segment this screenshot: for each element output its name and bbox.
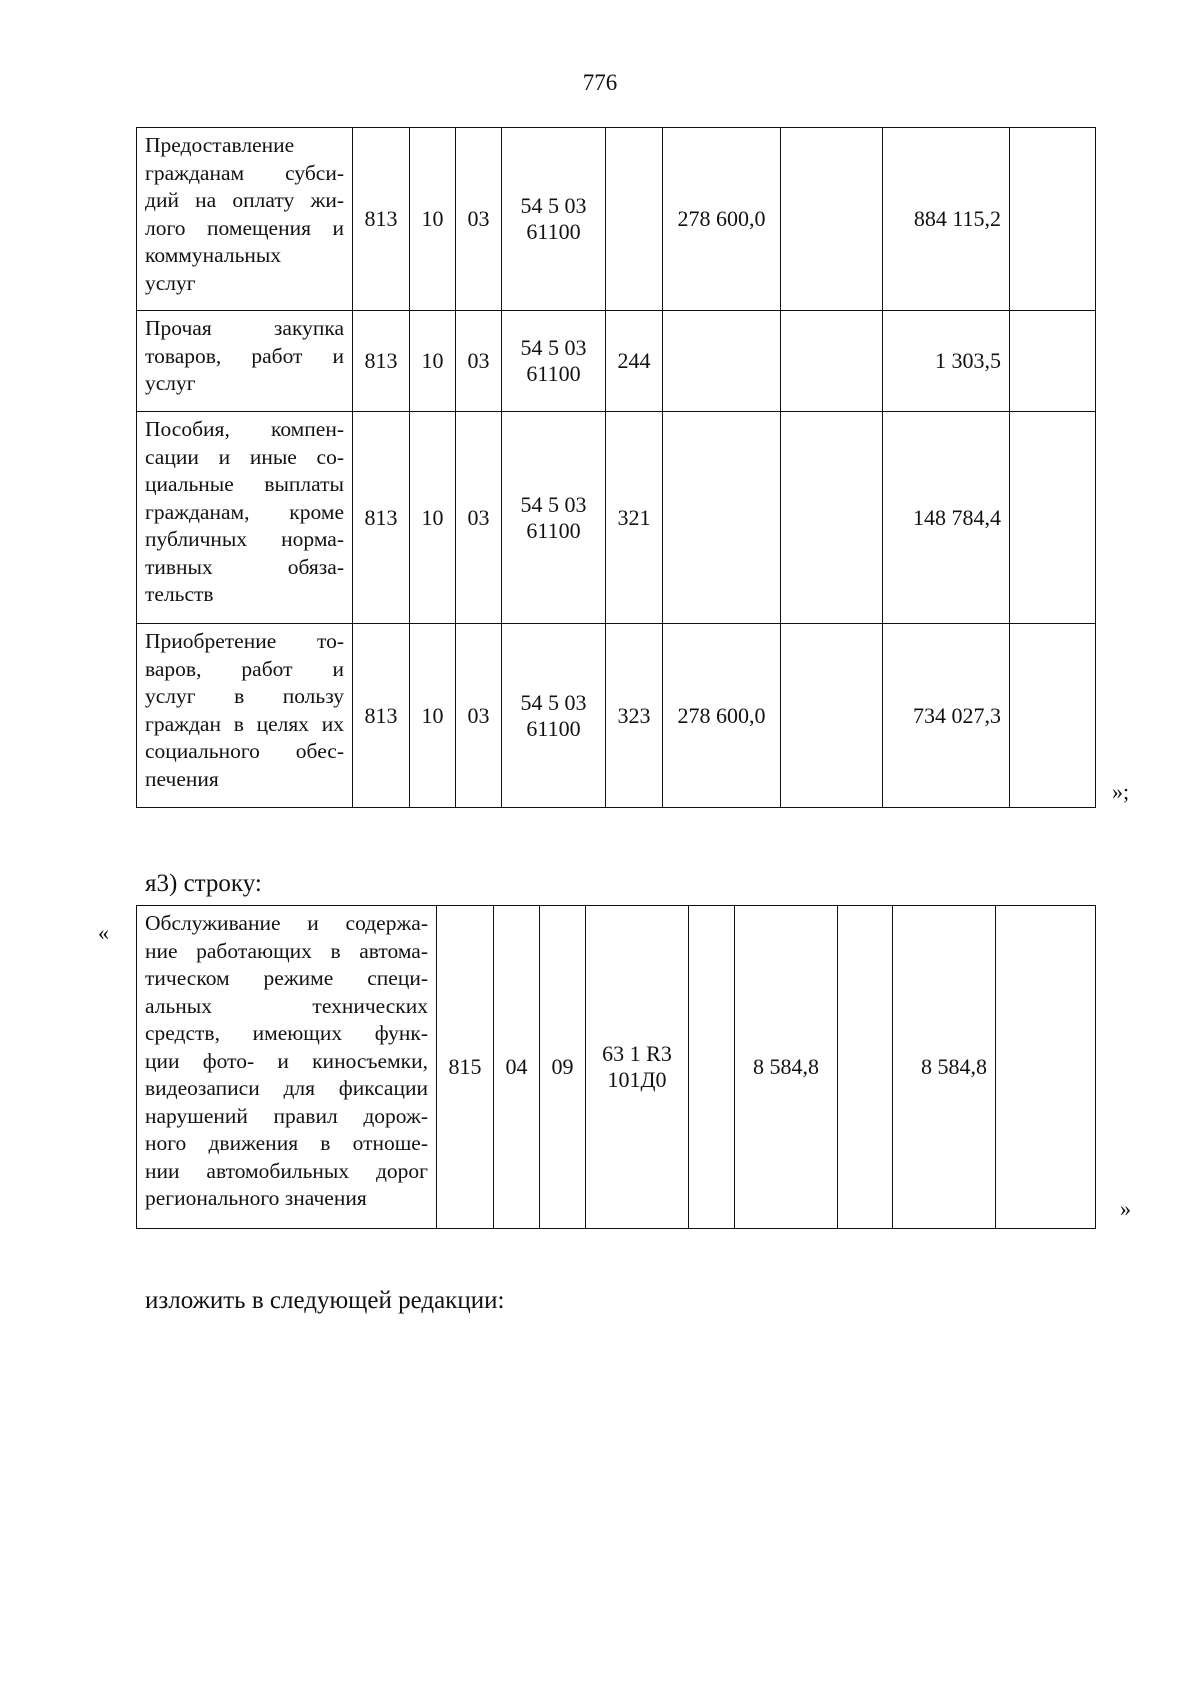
subsection-code-cell: 03 — [456, 311, 502, 412]
paragraph-row-label: я3) строку: — [145, 870, 262, 897]
description-line: нарушений правил дорож- — [145, 1103, 428, 1128]
target-article-line-2: 61100 — [526, 517, 581, 543]
description-line: видеозаписи для фиксации — [145, 1076, 428, 1100]
description-line: ного движения в отноше- — [145, 1131, 428, 1155]
table-row — [137, 412, 1096, 624]
expense-type-cell: 244 — [606, 311, 663, 412]
description-line: нии автомобильных дорог — [145, 1158, 428, 1183]
admin-code-cell: 813 — [353, 624, 410, 808]
admin-code-cell: 813 — [353, 311, 410, 412]
admin-code-cell: 813 — [353, 128, 410, 311]
description-line: тельств — [145, 582, 214, 606]
target-article-line-1: 54 5 03 — [520, 491, 587, 517]
description-line: Предоставление — [145, 133, 295, 157]
row-description — [137, 311, 353, 412]
description-line: услуг — [145, 270, 196, 295]
subsection-code-cell: 03 — [456, 624, 502, 808]
description-line: гражданам субси- — [145, 160, 344, 185]
row-description — [137, 906, 437, 1229]
amount-cell-4 — [1010, 128, 1096, 311]
budget-table-1 — [136, 127, 1096, 808]
description-line: регионального значения — [145, 1186, 367, 1210]
expense-type-cell: 323 — [606, 624, 663, 808]
target-article-cell — [502, 311, 606, 412]
target-article-cell — [586, 906, 689, 1229]
target-article-line-1: 63 1 R3 — [602, 1041, 672, 1066]
amount-cell-2 — [781, 624, 883, 808]
description-line: публичных норма- — [145, 527, 344, 551]
amount-cell-4 — [996, 906, 1096, 1229]
target-article-cell — [502, 128, 606, 311]
amount-cell-1: 278 600,0 — [663, 128, 781, 311]
description-line: варов, работ и — [145, 656, 344, 681]
subsection-code-cell: 03 — [456, 412, 502, 624]
description-line: Обслуживание и содержа- — [145, 911, 428, 935]
description-line: печения — [145, 766, 219, 791]
amount-cell-1: 278 600,0 — [663, 624, 781, 808]
description-line: сации и иные со- — [145, 444, 344, 469]
amount-cell-3: 8 584,8 — [893, 906, 996, 1229]
row-description — [137, 412, 353, 624]
description-line: социального обес- — [145, 739, 344, 763]
target-article-cell — [502, 624, 606, 808]
description-line: товаров, работ и — [145, 343, 344, 368]
target-article-line-2: 61100 — [526, 361, 581, 386]
target-article-line-1: 54 5 03 — [520, 689, 587, 715]
amount-cell-1: 8 584,8 — [735, 906, 838, 1229]
description-line: циальные выплаты — [145, 472, 344, 496]
table-row — [137, 624, 1096, 808]
row-description — [137, 128, 353, 311]
amount-cell-3: 884 115,2 — [883, 128, 1010, 311]
amount-cell-1 — [663, 311, 781, 412]
target-article-line-1: 54 5 03 — [520, 193, 587, 218]
amount-cell-4 — [1010, 624, 1096, 808]
description-line: тивных обяза- — [145, 554, 344, 579]
amount-cell-3: 148 784,4 — [883, 412, 1010, 624]
amount-cell-1 — [663, 412, 781, 624]
description-line: гражданам, кроме — [145, 499, 344, 524]
row-description — [137, 624, 353, 808]
description-line: Прочая закупка — [145, 316, 344, 340]
description-line: услуг в пользу — [145, 684, 344, 708]
target-article-line-1: 54 5 03 — [520, 335, 587, 360]
section-code-cell: 04 — [494, 906, 540, 1229]
subsection-code-cell: 09 — [540, 906, 586, 1229]
budget-table-2-body — [137, 906, 1096, 1229]
section-code-cell: 10 — [410, 311, 456, 412]
amount-cell-2 — [781, 311, 883, 412]
description-line: лого помещения и — [145, 215, 344, 240]
target-article-line-2: 61100 — [526, 219, 581, 244]
description-line: Пособия, компен- — [145, 417, 344, 441]
admin-code-cell: 815 — [437, 906, 494, 1229]
page-number: 776 — [582, 70, 618, 95]
description-line: средств, имеющих функ- — [145, 1021, 428, 1045]
description-line: тическом режиме специ- — [145, 966, 428, 990]
amount-cell-3: 734 027,3 — [883, 624, 1010, 808]
description-line: ции фото- и киносъемки, — [145, 1048, 428, 1073]
description-line: дий на оплату жи- — [145, 188, 344, 212]
amount-cell-2 — [838, 906, 893, 1229]
expense-type-cell — [689, 906, 735, 1229]
table-row — [137, 311, 1096, 412]
section-code-cell: 10 — [410, 412, 456, 624]
closing-quote-2: » — [1120, 1196, 1131, 1221]
description-line: Приобретение то- — [145, 629, 344, 653]
amount-cell-4 — [1010, 311, 1096, 412]
amount-cell-3: 1 303,5 — [883, 311, 1010, 412]
paragraph-edit-instruction: изложить в следующей редакции: — [145, 1287, 505, 1314]
budget-table-1-body — [137, 128, 1096, 808]
description-line: коммунальных — [145, 243, 282, 267]
target-article-cell — [502, 412, 606, 624]
section-code-cell: 10 — [410, 624, 456, 808]
subsection-code-cell: 03 — [456, 128, 502, 311]
amount-cell-2 — [781, 412, 883, 624]
opening-quote-2: « — [98, 920, 109, 945]
section-code-cell: 10 — [410, 128, 456, 311]
target-article-line-2: 101Д0 — [607, 1067, 667, 1092]
target-article-line-2: 61100 — [526, 715, 581, 741]
admin-code-cell: 813 — [353, 412, 410, 624]
description-line: граждан в целях их — [145, 711, 344, 736]
expense-type-cell: 321 — [606, 412, 663, 624]
expense-type-cell — [606, 128, 663, 311]
description-line: альных технических — [145, 993, 428, 1018]
amount-cell-2 — [781, 128, 883, 311]
closing-quote-1: »; — [1112, 779, 1130, 804]
table-row — [137, 128, 1096, 311]
amount-cell-4 — [1010, 412, 1096, 624]
description-line: ние работающих в автома- — [145, 938, 428, 963]
description-line: услуг — [145, 371, 196, 395]
table-row — [137, 906, 1096, 1229]
budget-table-2 — [136, 905, 1096, 1229]
